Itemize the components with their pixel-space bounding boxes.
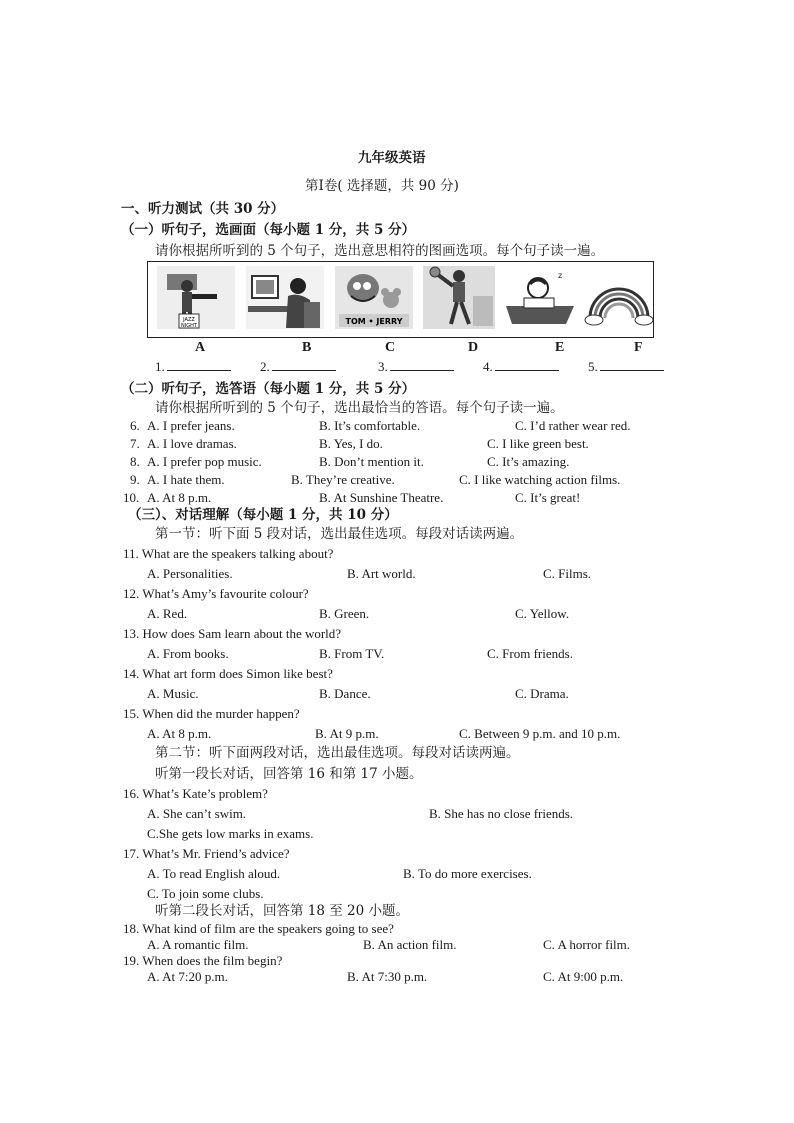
option-b[interactable]: B. To do more exercises. <box>403 866 532 881</box>
option-b[interactable]: B. Don’t mention it. <box>319 454 424 469</box>
picture-d-basketball-image <box>423 266 495 329</box>
option-c[interactable]: C. Between 9 p.m. and 10 p.m. <box>459 726 621 741</box>
option-a[interactable]: A. A romantic film. <box>147 937 249 952</box>
picture-a-jazz-image <box>157 266 235 329</box>
page-subtitle: 第Ⅰ卷( 选择题，共 90 分) <box>305 178 459 194</box>
picture-letter-a: A <box>195 340 206 355</box>
option-b[interactable]: B. They’re creative. <box>291 472 395 487</box>
sec3-part2-instruction: 第二节：听下面两段对话，选出最佳选项。每段对话读两遍。 <box>155 745 520 761</box>
option-a[interactable]: A. From books. <box>147 646 229 661</box>
option-b[interactable]: B. She has no close friends. <box>429 806 574 821</box>
option-b[interactable]: B. Dance. <box>319 686 371 701</box>
option-c[interactable]: C. Films. <box>543 566 592 581</box>
answer-blank-1[interactable]: 1. <box>155 358 231 375</box>
option-a[interactable]: A. I love dramas. <box>147 436 237 451</box>
option-c[interactable]: C. I like watching action films. <box>459 472 621 487</box>
option-a[interactable]: A. To read English aloud. <box>147 866 281 881</box>
picture-f-rainbow-image <box>584 266 654 329</box>
option-a[interactable]: A. I prefer pop music. <box>147 454 262 469</box>
option-a[interactable]: A. At 7:20 p.m. <box>147 969 228 984</box>
option-c[interactable]: C. To join some clubs. <box>147 886 264 901</box>
option-a[interactable]: A. Music. <box>147 686 199 701</box>
part1-heading: 一、听力测试（共 30 分） <box>121 201 285 217</box>
question-number: 10. <box>123 490 140 505</box>
sec3-part1-instruction: 第一节：听下面 5 段对话，选出最佳选项。每段对话读两遍。 <box>155 526 524 542</box>
question-number: 8. <box>130 454 140 469</box>
option-b[interactable]: B. Green. <box>319 606 370 621</box>
option-a[interactable]: A. Red. <box>147 606 188 621</box>
option-b[interactable]: B. Yes, I do. <box>319 436 383 451</box>
answer-blank-4[interactable]: 4. <box>483 358 559 375</box>
answer-blank-2[interactable]: 2. <box>260 358 336 375</box>
jazz-sign-line2: NIGHT <box>181 323 197 329</box>
question-number: 6. <box>130 418 140 433</box>
sec1-instruction: 请你根据所听到的 5 个句子，选出意思相符的图画选项。每个句子读一遍。 <box>155 243 605 259</box>
question-text: 16. What’s Kate’s problem? <box>123 786 268 801</box>
option-b[interactable]: B. An action film. <box>363 937 457 952</box>
question-text: 14. What art form does Simon like best? <box>123 666 333 681</box>
sec3-heading: （三）、对话理解（每小题 1 分，共 10 分） <box>128 507 398 523</box>
tom-jerry-logo-text: TOM • JERRY <box>345 317 403 326</box>
picture-letter-f: F <box>634 340 643 355</box>
question-text: 13. How does Sam learn about the world? <box>123 626 342 641</box>
question-text: 11. What are the speakers talking about? <box>123 546 334 561</box>
picture-e-sleeping-image <box>504 266 576 329</box>
option-a[interactable]: A. I prefer jeans. <box>147 418 235 433</box>
option-a[interactable]: A. At 8 p.m. <box>147 490 212 505</box>
option-c[interactable]: C. From friends. <box>487 646 573 661</box>
option-c[interactable]: C. At 9:00 p.m. <box>543 969 624 984</box>
option-b[interactable]: B. At 7:30 p.m. <box>347 969 428 984</box>
long1-instruction: 听第一段长对话，回答第 16 和第 17 小题。 <box>155 766 423 782</box>
question-text: 12. What’s Amy’s favourite colour? <box>123 586 309 601</box>
picture-letter-d: D <box>468 340 479 355</box>
answer-blank-3[interactable]: 3. <box>378 358 454 375</box>
question-text: 19. When does the film begin? <box>123 953 283 968</box>
option-c[interactable]: C. I’d rather wear red. <box>515 418 631 433</box>
question-text: 15. When did the murder happen? <box>123 706 300 721</box>
question-number: 7. <box>130 436 140 451</box>
option-c[interactable]: C. It’s great! <box>515 490 581 505</box>
sec2-instruction: 请你根据所听到的 5 个句子，选出最恰当的答语。每个句子读一遍。 <box>155 400 564 416</box>
option-c[interactable]: C. Yellow. <box>515 606 570 621</box>
option-b[interactable]: B. At 9 p.m. <box>315 726 379 741</box>
option-c[interactable]: C. Drama. <box>515 686 569 701</box>
option-c[interactable]: C. A horror film. <box>543 937 631 952</box>
option-a[interactable]: A. She can’t swim. <box>147 806 247 821</box>
option-b[interactable]: B. At Sunshine Theatre. <box>319 490 444 505</box>
option-c[interactable]: C. It’s amazing. <box>487 454 570 469</box>
picture-b-computer-image <box>246 266 324 329</box>
jazz-sign-line1: JAZZ <box>183 317 195 323</box>
option-a[interactable]: A. I hate them. <box>147 472 225 487</box>
svg-text:z: z <box>558 271 563 280</box>
picture-letter-c: C <box>385 340 396 355</box>
long2-instruction: 听第二段长对话，回答第 18 至 20 小题。 <box>155 903 410 919</box>
answer-blank-5[interactable]: 5. <box>588 358 664 375</box>
question-text: 18. What kind of film are the speakers going to see? <box>123 921 394 936</box>
option-b[interactable]: B. Art world. <box>347 566 416 581</box>
option-a[interactable]: A. At 8 p.m. <box>147 726 212 741</box>
question-number: 9. <box>130 472 140 487</box>
picture-letter-b: B <box>302 340 312 355</box>
option-b[interactable]: B. From TV. <box>319 646 385 661</box>
option-c[interactable]: C. I like green best. <box>487 436 589 451</box>
option-c[interactable]: C.She gets low marks in exams. <box>147 826 314 841</box>
page-title: 九年级英语 <box>358 150 426 166</box>
option-b[interactable]: B. It’s comfortable. <box>319 418 421 433</box>
sec1-heading: （一）听句子，选画面（每小题 1 分，共 5 分） <box>121 222 416 238</box>
picture-letter-e: E <box>555 340 565 355</box>
picture-c-cartoon-image <box>335 266 413 329</box>
question-text: 17. What’s Mr. Friend’s advice? <box>123 846 290 861</box>
option-a[interactable]: A. Personalities. <box>147 566 233 581</box>
sec2-heading: （二）听句子，选答语（每小题 1 分，共 5 分） <box>121 381 416 397</box>
